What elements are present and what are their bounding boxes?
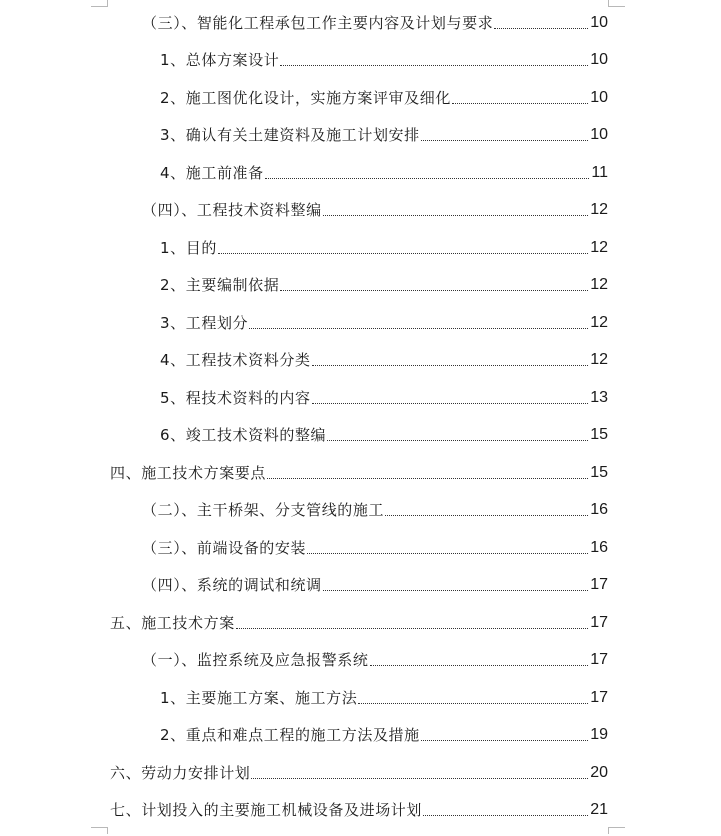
- toc-page-number: 12: [590, 351, 608, 368]
- toc-page-number: 12: [590, 201, 608, 218]
- toc-entry-title: （四）、系统的调试和统调: [142, 576, 322, 594]
- toc-dot-leader: [370, 665, 589, 666]
- toc-dot-leader: [251, 778, 588, 779]
- toc-entry[interactable]: [160, 84, 608, 108]
- toc-dot-leader: [280, 290, 588, 291]
- toc-entry[interactable]: [160, 721, 608, 745]
- toc-entry[interactable]: [142, 9, 608, 33]
- toc-entry-title: 1、主要施工方案、施工方法: [160, 689, 358, 707]
- toc-entry-title: 七、计划投入的主要施工机械设备及进场计划: [110, 801, 423, 819]
- toc-entry-title: 6、竣工技术资料的整编: [160, 426, 327, 444]
- toc-entry[interactable]: [160, 421, 608, 445]
- toc-entry[interactable]: [160, 121, 608, 145]
- page-corner-mark-bottom-right: [608, 827, 625, 834]
- toc-entry-title: 四、施工技术方案要点: [110, 464, 267, 482]
- toc-entry-title: 1、目的: [160, 239, 217, 257]
- toc-entry-title: （三）、前端设备的安装: [142, 539, 307, 557]
- toc-entry[interactable]: [160, 271, 608, 295]
- toc-page-number: 16: [590, 501, 608, 518]
- toc-dot-leader: [452, 103, 588, 104]
- toc-dot-leader: [267, 478, 588, 479]
- toc-dot-leader: [421, 740, 588, 741]
- toc-entry[interactable]: [110, 796, 608, 820]
- toc-dot-leader: [323, 590, 589, 591]
- toc-dot-leader: [236, 628, 588, 629]
- toc-dot-leader: [385, 515, 588, 516]
- toc-page-number: 10: [590, 51, 608, 68]
- toc-dot-leader: [421, 140, 588, 141]
- toc-page-number: 12: [590, 276, 608, 293]
- toc-entry[interactable]: [110, 609, 608, 633]
- toc-page-number: 16: [590, 539, 608, 556]
- toc-dot-leader: [327, 440, 588, 441]
- toc-entry-title: （三）、智能化工程承包工作主要内容及计划与要求: [142, 14, 494, 32]
- toc-entry[interactable]: [142, 496, 608, 520]
- toc-dot-leader: [494, 28, 588, 29]
- toc-entry-title: 2、主要编制依据: [160, 276, 280, 294]
- toc-entry-title: 2、施工图优化设计，实施方案评审及细化: [160, 89, 451, 107]
- toc-entry[interactable]: [160, 309, 608, 333]
- toc-entry-title: 五、施工技术方案: [110, 614, 235, 632]
- toc-entry[interactable]: [160, 46, 608, 70]
- toc-dot-leader: [312, 403, 589, 404]
- toc-entry-title: （一）、监控系统及应急报警系统: [142, 651, 369, 669]
- toc-page-number: 12: [590, 239, 608, 256]
- toc-entry[interactable]: [110, 759, 608, 783]
- toc-dot-leader: [218, 253, 588, 254]
- toc-entry[interactable]: [110, 459, 608, 483]
- toc-page-number: 21: [590, 801, 608, 818]
- toc-dot-leader: [358, 703, 588, 704]
- toc-entry-title: 3、工程划分: [160, 314, 249, 332]
- toc-page-number: 19: [590, 726, 608, 743]
- toc-page-number: 20: [590, 764, 608, 781]
- toc-entry-title: 2、重点和难点工程的施工方法及措施: [160, 726, 420, 744]
- toc-dot-leader: [280, 65, 588, 66]
- toc-entry[interactable]: [160, 346, 608, 370]
- toc-page-number: 10: [590, 14, 608, 31]
- toc-page-number: 17: [590, 614, 608, 631]
- toc-page-number: 10: [590, 126, 608, 143]
- toc-page-number: 17: [590, 651, 608, 668]
- toc-entry-title: 4、工程技术资料分类: [160, 351, 311, 369]
- toc-entry-title: 3、确认有关土建资料及施工计划安排: [160, 126, 420, 144]
- toc-entry[interactable]: [160, 234, 608, 258]
- toc-page-number: 17: [590, 576, 608, 593]
- toc-page-number: 15: [590, 464, 608, 481]
- toc-entry[interactable]: [160, 159, 608, 183]
- toc-entry[interactable]: [142, 571, 608, 595]
- toc-entry-title: （二）、主干桥架、分支管线的施工: [142, 501, 385, 519]
- toc-dot-leader: [265, 178, 590, 179]
- toc-entry[interactable]: [160, 384, 608, 408]
- page-corner-mark-top-left: [91, 0, 108, 7]
- toc-page-number: 13: [590, 389, 608, 406]
- toc-dot-leader: [249, 328, 588, 329]
- toc-entry-title: （四）、工程技术资料整编: [142, 201, 322, 219]
- toc-entry[interactable]: [142, 534, 608, 558]
- toc-page-number: 11: [591, 164, 608, 181]
- toc-entry-title: 六、劳动力安排计划: [110, 764, 251, 782]
- toc-dot-leader: [423, 815, 588, 816]
- toc-page-number: 15: [590, 426, 608, 443]
- toc-page-number: 12: [590, 314, 608, 331]
- toc-entry[interactable]: [160, 684, 608, 708]
- toc-dot-leader: [307, 553, 588, 554]
- toc-page-number: 17: [590, 689, 608, 706]
- page-corner-mark-bottom-left: [91, 827, 108, 834]
- toc-entry[interactable]: [142, 196, 608, 220]
- page-corner-mark-top-right: [608, 0, 625, 7]
- toc-page-number: 10: [590, 89, 608, 106]
- toc-entry-title: 5、程技术资料的内容: [160, 389, 311, 407]
- toc-entry[interactable]: [142, 646, 608, 670]
- toc-dot-leader: [312, 365, 589, 366]
- toc-entry-title: 4、施工前准备: [160, 164, 264, 182]
- toc-entry-title: 1、总体方案设计: [160, 51, 280, 69]
- toc-dot-leader: [323, 215, 589, 216]
